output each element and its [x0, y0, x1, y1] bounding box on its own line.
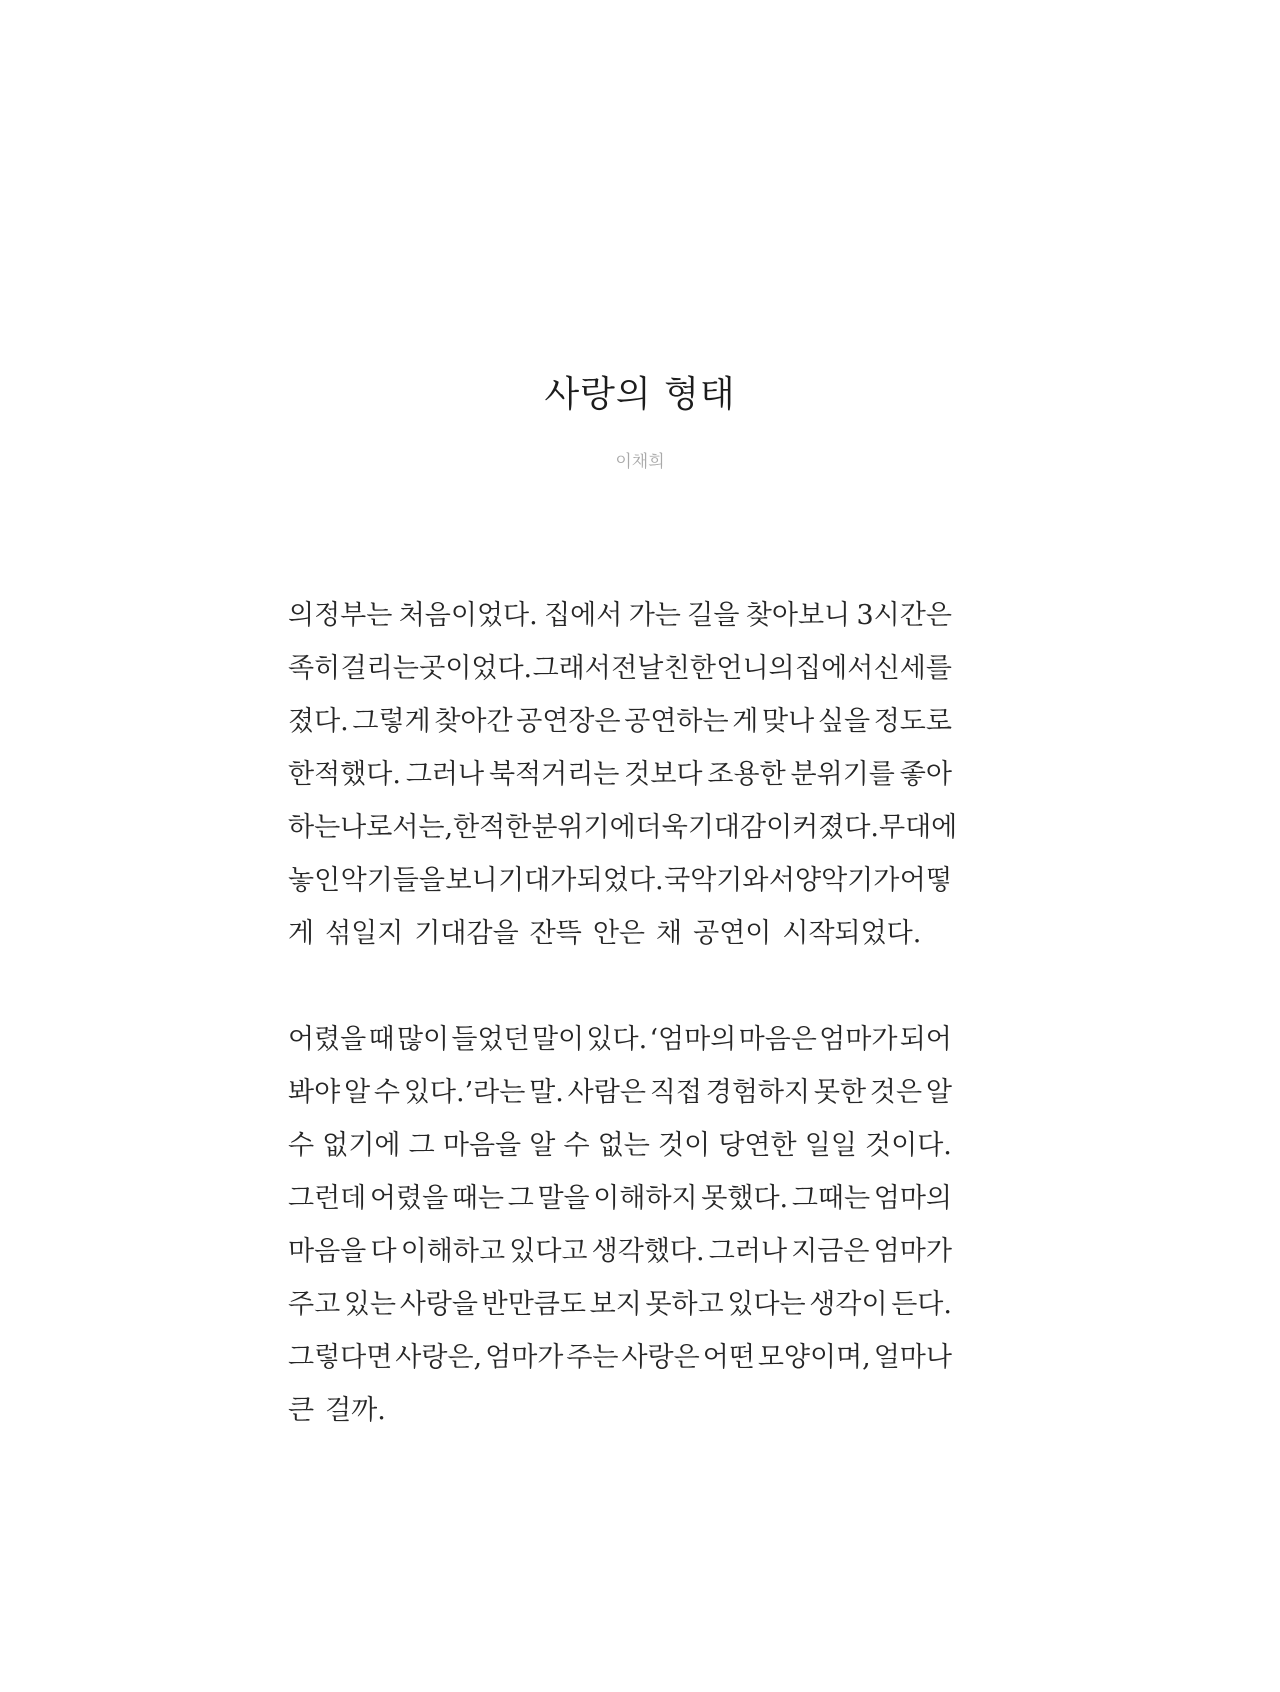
text-line: 봐야 알 수 있다.’라는 말. 사람은 직접 경험하지 못한 것은 알 [288, 1077, 952, 1108]
text-line: 하는 나로서는, 한적한 분위기에 더욱 기대감이 커졌다. 무대에 [288, 812, 958, 843]
essay-author: 이채희 [615, 452, 665, 472]
text-line: 그렇다면 사랑은, 엄마가 주는 사랑은 어떤 모양이며, 얼마나 [288, 1342, 952, 1373]
essay-title: 사랑의 형태 [544, 374, 736, 415]
text-line: 놓인 악기들을 보니 기대가 되었다. 국악기와 서양악기가 어떻 [288, 865, 952, 896]
essay-body [288, 586, 958, 1487]
text-line: 게 섞일지 기대감을 잔뜩 안은 채 공연이 시작되었다. [288, 918, 922, 949]
text-line: 그런데 어렸을 때는 그 말을 이해하지 못했다. 그때는 엄마의 [288, 1183, 952, 1214]
paragraph [288, 586, 958, 957]
text-line: 마음을 다 이해하고 있다고 생각했다. 그러나 지금은 엄마가 [288, 1236, 952, 1267]
text-line: 큰 걸까. [288, 1395, 386, 1426]
text-line: 졌다. 그렇게 찾아간 공연장은 공연하는 게 맞나 싶을 정도로 [288, 706, 952, 737]
text-line: 족히 걸리는 곳이었다. 그래서 전날 친한 언니의 집에서 신세를 [288, 653, 952, 684]
text-line: 한적했다. 그러나 북적거리는 것보다 조용한 분위기를 좋아 [288, 759, 952, 790]
text-line: 주고 있는 사랑을 반만큼도 보지 못하고 있다는 생각이 든다. [288, 1289, 952, 1320]
text-line: 어렸을 때 많이 들었던 말이 있다. ‘엄마의 마음은 엄마가 되어 [288, 1024, 952, 1055]
text-line: 수 없기에 그 마음을 알 수 없는 것이 당연한 일일 것이다. [288, 1130, 952, 1161]
paragraph [288, 1010, 952, 1434]
text-line: 의정부는 처음이었다. 집에서 가는 길을 찾아보니 3시간은 [288, 600, 952, 631]
